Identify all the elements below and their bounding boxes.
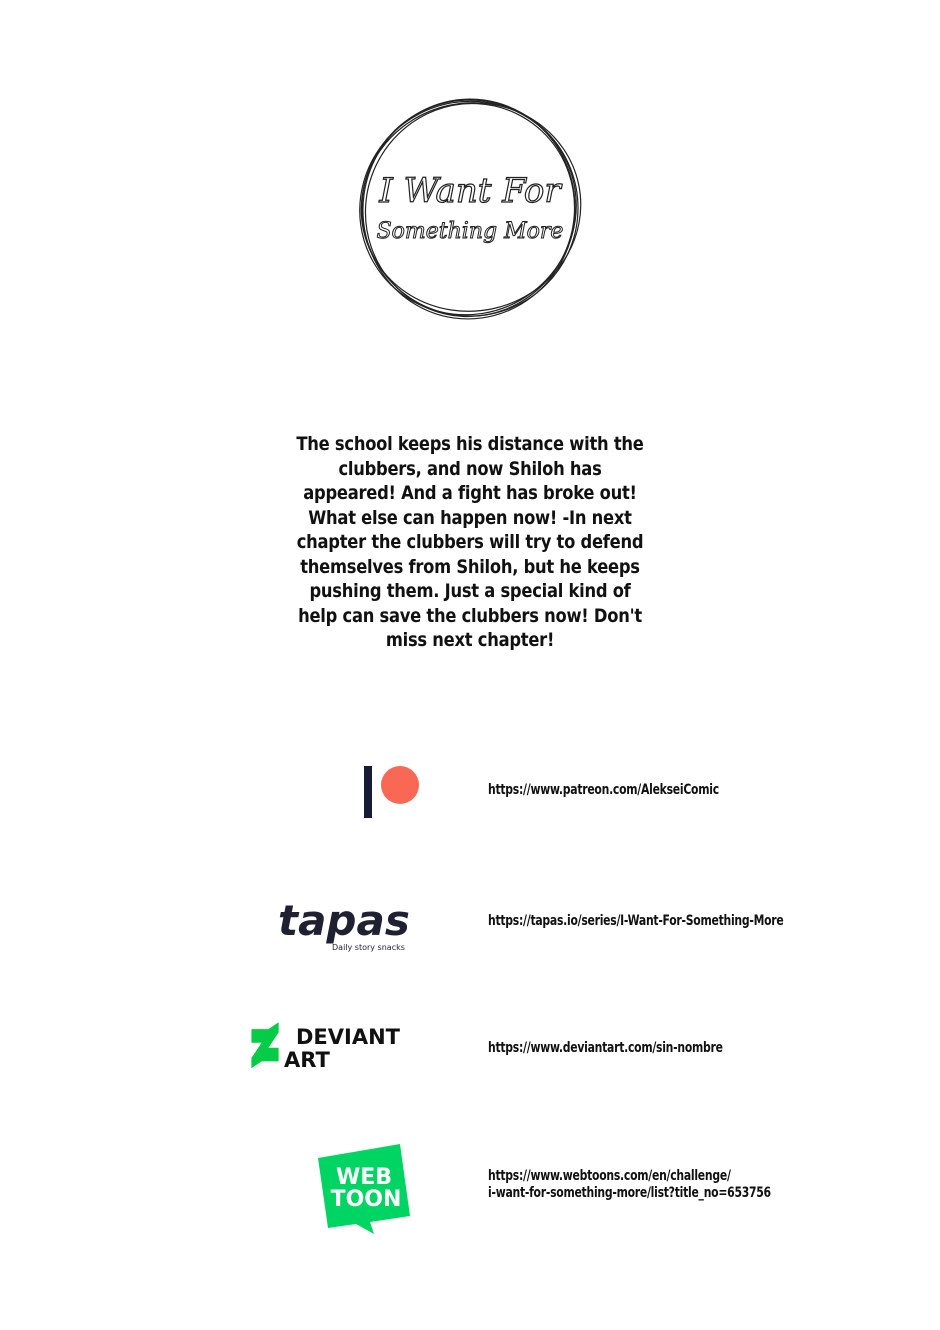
webtoon-wordmark-bottom: TOON — [330, 1187, 402, 1212]
logo-line-2: Something More — [376, 219, 564, 244]
deviantart-icon — [251, 1022, 278, 1068]
tapas-link[interactable]: https://tapas.io/series/I-Want-For-Something-More — [488, 913, 784, 929]
tapas-tagline: Daily story snacks — [332, 943, 405, 952]
chapter-synopsis: The school keeps his distance with the clubbers, and now Shiloh has appeared! And a fight has broke out! What else can happen now! -In next chapter the clubbers will try to defend themselves from Shiloh, but he keeps pushing them. Just a special kind of help can save the clubbers now! Don't miss next chapter! — [296, 433, 644, 651]
webtoon-logo[interactable] — [314, 1142, 414, 1236]
patreon-icon[interactable] — [362, 764, 422, 820]
deviantart-logo[interactable] — [248, 1022, 424, 1072]
deviantart-wordmark-top: DEVIANT — [296, 1025, 400, 1049]
webtoon-wordmark-top: WEB — [335, 1165, 393, 1190]
webtoon-link[interactable]: https://www.webtoons.com/en/challenge/ i-want-for-something-more/list?title_no=653756 — [488, 1168, 771, 1201]
tapas-wordmark: tapas — [278, 896, 410, 945]
deviantart-link[interactable]: https://www.deviantart.com/sin-nombre — [488, 1040, 723, 1056]
series-logo — [352, 90, 588, 326]
logo-line-1: I Want For — [379, 171, 561, 211]
deviantart-wordmark-bottom: ART — [284, 1048, 330, 1072]
tapas-logo[interactable] — [274, 893, 414, 955]
patreon-link[interactable]: https://www.patreon.com/AlekseiComic — [488, 782, 719, 798]
series-logo-art — [352, 90, 588, 326]
